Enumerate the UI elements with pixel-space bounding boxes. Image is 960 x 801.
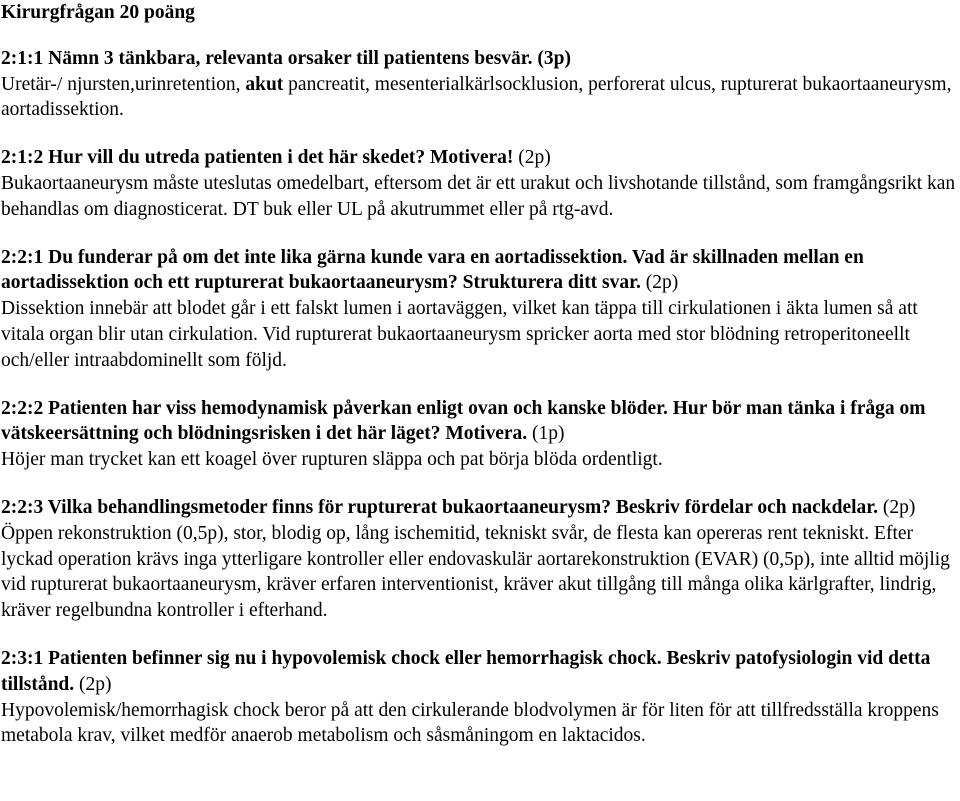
answer-text: Dissektion innebär att blodet går i ett falskt lumen i aortaväggen, vilket kan täppa till cirkulationen i äkta lumen så att vitala organ blir utan cirkulation. Vid rupturerat bukaortaaneurysm spricker aorta med stor blödning retroperitoneellt och/eller intraabdominellt som följd. [1,298,918,371]
answer-emphasis: akut [245,73,284,95]
question-bold: 2:2:2 Patienten har viss hemodynamisk påverkan enligt ovan och kanske blöder. Hur bör man tänka i fråga om vätskeersättning och blödningsrisken i det här läget? Motivera. [1,397,926,445]
answer-part: Uretär-/ njursten,urinretention, [1,73,246,95]
answer-text: Höjer man trycket kan ett koagel över rupturen släppa och pat börja blöda ordentligt. [1,449,663,471]
question-points: (2p) [74,673,112,695]
answer-text [1,72,960,124]
answer-part: pancreatit, mesenterialkärlsocklusion, perforerat ulcus, rupturerat bukaortaaneurysm, aortadissektion. [1,73,952,121]
question-2-1-1 [1,46,960,123]
question-bold: 2:3:1 Patienten befinner sig nu i hypovolemisk chock eller hemorrhagisk chock. Beskriv patofysiologin vid detta tillstånd. [1,647,931,695]
question-points: (1p) [527,423,565,445]
question-bold: 2:2:1 Du funderar på om det inte lika gärna kunde vara en aortadissektion. Vad är skillnaden mellan en aortadissektion och ett rupturerat bukaortaaneurysm? Strukturera ditt svar. [1,246,864,294]
answer-text: Bukaortaaneurysm måste uteslutas omedelbart, eftersom det är ett urakut och livshotande tillstånd, som framgångsrikt kan behandlas om diagnosticerat. DT buk eller UL på akutrummet eller på rtg-avd. [1,172,956,220]
answer-text: Hypovolemisk/hemorrhagisk chock beror på att den cirkulerande blodvolymen är för liten för att tillfredsställa kroppens metabola krav, vilket medför anaerob metabolism och såsmåningom en laktacidos. [1,699,939,747]
question-points: (2p) [513,147,551,169]
question-2-2-2 [1,396,960,473]
question-text: 2:1:1 Nämn 3 tänkbara, relevanta orsaker till patientens besvär. (3p) [1,47,572,69]
question-text [1,245,960,297]
question-text [1,495,960,521]
question-points: (2p) [640,272,679,294]
question-text [1,145,960,171]
question-bold: 2:2:3 Vilka behandlingsmetoder finns för rupturerat bukaortaaneurysm? Beskriv fördelar och nackdelar. [1,496,879,518]
question-2-2-1 [1,245,960,374]
question-text [1,396,960,448]
document-title: Kirurgfrågan 20 poäng [1,2,195,23]
question-text [1,646,960,698]
question-bold: 2:1:2 Hur vill du utreda patienten i det här skedet? Motivera! [1,147,514,169]
question-points: (2p) [878,496,916,518]
question-2-1-2 [1,145,960,222]
answer-text: Öppen rekonstruktion (0,5p), stor, blodig op, lång ischemitid, tekniskt svår, de flesta kan opereras rent tekniskt. Efter lyckad operation krävs inga ytterligare kontroller eller endovaskulär aortarekonstruktion (EVAR) (0,5p), inte alltid möjlig vid rupturerat bukaortaaneurysm, kräver erfaren interventionist, kräver akut tillgång till många olika kärlgrafter, lindrig, kräver regelbundna kontroller i efterhand. [1,522,950,622]
question-2-2-3 [1,495,960,624]
question-2-3-1 [1,646,960,749]
